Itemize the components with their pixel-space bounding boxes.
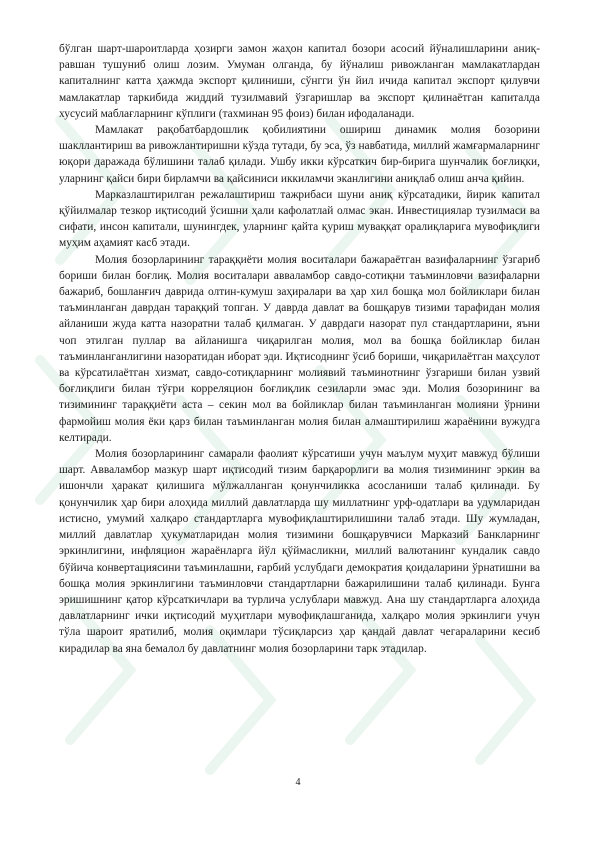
- document-body: [59, 41, 540, 657]
- paragraph-4: Молия бозорларининг тараққиёти молия воситалари бажараётган вазифаларнинг ўзгариб бориши билан боғлиқ. Молия воситалари авваламбор савдо-сотиқни таъминловчи вазифаларни бажариб, бошланғич даврида олтин-кумуш заҳиралари ва ҳар хил бошқа мол бойликлари билан таъминланган даврдан тараққий топган. У даврда давлат ва бошқарув тизими тарафидан молия айланиши жуда катта назоратни талаб қилмаган. У даврдаги назорат пул стандартларини, яъни чоп этилган пуллар ва айланишга чиқарилган молия, мол ва бошқа бойликлар билан таъминланганлигини назоратидан иборат эди. Иқтисоднинг ўсиб бориши, чиқарилаётган маҳсулот ва кўрсатилаётган хизмат, савдо-сотиқларнинг молиявий таъминотнинг ўзгариши билан узвий боғлиқлиги билан тўғри корреляцион боғлиқлик сезиларли эмас эди. Молия бозорининг ва тизимининг тараққиёти аста – секин мол ва бойликлар билан таъминланган молияни ўрнини фармойиш молия ёки қарз билан таъминланган молия билан алмаштирилиш жараёнини вужудга келтиради.: [59, 253, 540, 444]
- paragraph-5: Молия бозорларининг самарали фаолият кўрсатиши учун маълум муҳит мавжуд бўлиши шарт. Авваламбор мазкур шарт иқтисодий тизим барқарорлиги ва молия тизимининг эркин ва ишончли ҳаракат қилишига мўлжалланган қонунчиликка асосланиши талаб қилинади. Бу қонунчилик ҳар бири алоҳида миллий давлатларда шу миллатнинг урф-одатлари ва удумларидан истисно, умумий халқаро стандартларга мувофиқлаштирилишини талаб этади. Шу жумладан, миллий давлатлар ҳукуматларидан молия тизимини бошқарувчиси Марказий Банкларнинг эркинлигини, инфляцион жараёнларга йўл қўймасликни, миллий валютанинг кундалик савдо бўйича конвертациясини таъминлашни, ғарбий услубдаги демократия қоидаларини ўрнатишни ва бошқа молия эркинлигини таъминловчи стандартларни бажарилишини талаб қилинади. Бунга эришишнинг қатор кўрсаткичлари ва турлича услублари мавжуд. Ана шу стандартларга алоҳида давлатларнинг ички иқтисодий муҳитлари мувофиқлашганида, халқаро молия эркинлиги учун тўла шароит яратилиб, молия оқимлари тўсиқларсиз ҳар қандай давлат чегараларини кесиб кирадилар ва яна бемалол бу давлатнинг молия бозорларини тарк этадилар.: [59, 448, 540, 655]
- paragraph-2: Мамлакат рақобатбардошлик қобилиятини ошириш динамик молия бозорини шакллантириш ва ривожлантиришни кўзда тутади, бу эса, ўз навбатида, миллий жамғармаларнинг юқори даражада бўлишини талаб қилади. Ушбу икки кўрсаткич бир-бирига шунчалик боғлиқки, уларнинг қайси бири бирламчи ва қайсиниси иккиламчи эканлигини аниқлаб олиш анча қийин.: [59, 124, 540, 185]
- page-number: 4: [295, 777, 301, 788]
- paragraph-1: бўлган шарт-шароитларда ҳозирги замон жаҳон капитал бозори асосий йўналишларини аниқ-равшан тушуниб олиш лозим. Умуман олганда, бу йўналиш ривожланган мамлакатлардан капиталнинг катта ҳажмда экспорт қилиниши, сўнгги ўн йил ичида капитал экспорт қилувчи мамлакатлар таркибида жиддий тузилмавий ўзгаришлар ва экспорт қилинаётган капиталда хусусий маблағларнинг кўплиги (тахминан 95 фоиз) билан ифодаланади.: [59, 43, 540, 120]
- paragraph-3: Марказлаштирилган режалаштириш тажрибаси шуни аниқ кўрсатадики, йирик капитал қўйилмалар тезкор иқтисодий ўсишни ҳали кафолатлай олмас экан. Инвестициялар тузилмаси ва сифати, инсон капитали, шунингдек, уларнинг қайта қуриш муваққат оралиқларига мувофиқлиги муҳим аҳамият касб этади.: [59, 188, 540, 250]
